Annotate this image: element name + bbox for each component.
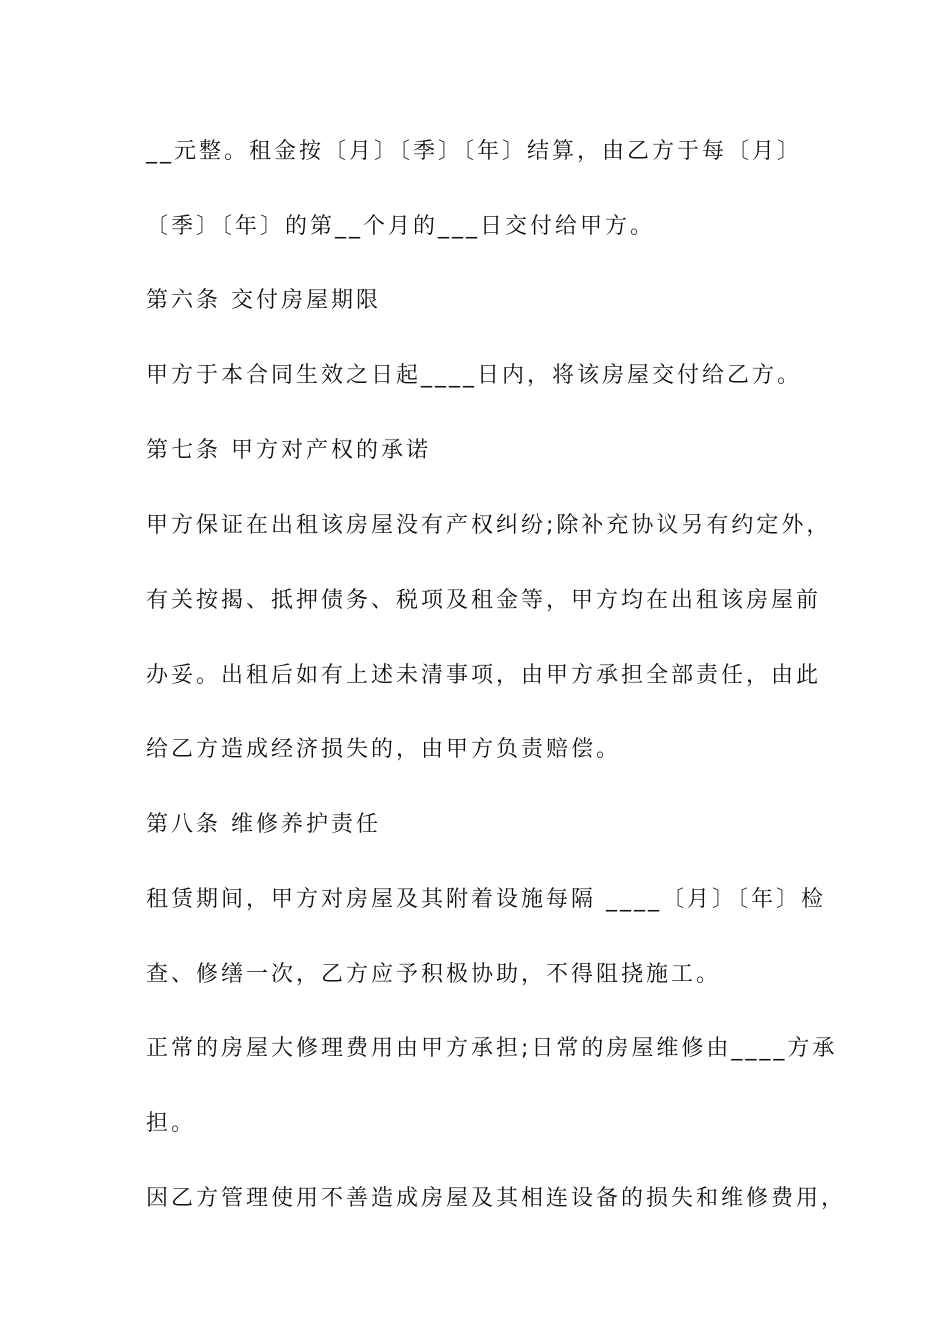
- text-line-repair-cost-2: 担。: [146, 1111, 197, 1136]
- heading-article-8: 第八条 维修养护责任: [146, 812, 381, 837]
- text-line-damage-liability: 因乙方管理使用不善造成房屋及其相连设备的损失和维修费用，: [146, 1186, 847, 1211]
- heading-article-7: 第七条 甲方对产权的承诺: [146, 438, 431, 463]
- heading-article-6: 第六条 交付房屋期限: [146, 288, 381, 313]
- text-line-ownership-3: 办妥。出租后如有上述未清事项，由甲方承担全部责任，由此: [146, 663, 822, 688]
- text-line-ownership-1: 甲方保证在出租该房屋没有产权纠纷;除补充协议另有约定外，: [146, 513, 832, 538]
- text-line-rent-payment-day: 〔季〕〔年〕的第__个月的___日交付给甲方。: [146, 214, 656, 239]
- text-line-rent-amount: __元整。租金按〔月〕〔季〕〔年〕结算，由乙方于每〔月〕: [146, 139, 803, 164]
- text-line-ownership-2: 有关按揭、抵押债务、税项及租金等，甲方均在出租该房屋前: [146, 588, 822, 613]
- text-line-ownership-4: 给乙方造成经济损失的，由甲方负责赔偿。: [146, 737, 622, 762]
- text-line-repair-cost-1: 正常的房屋大修理费用由甲方承担;日常的房屋维修由____方承: [146, 1036, 838, 1061]
- text-line-maintenance-1: 租赁期间，甲方对房屋及其附着设施每隔 ____〔月〕〔年〕检: [146, 887, 826, 912]
- text-line-maintenance-2: 查、修缮一次，乙方应予积极协助，不得阻挠施工。: [146, 962, 722, 987]
- text-line-delivery-period: 甲方于本合同生效之日起____日内，将该房屋交付给乙方。: [146, 363, 803, 388]
